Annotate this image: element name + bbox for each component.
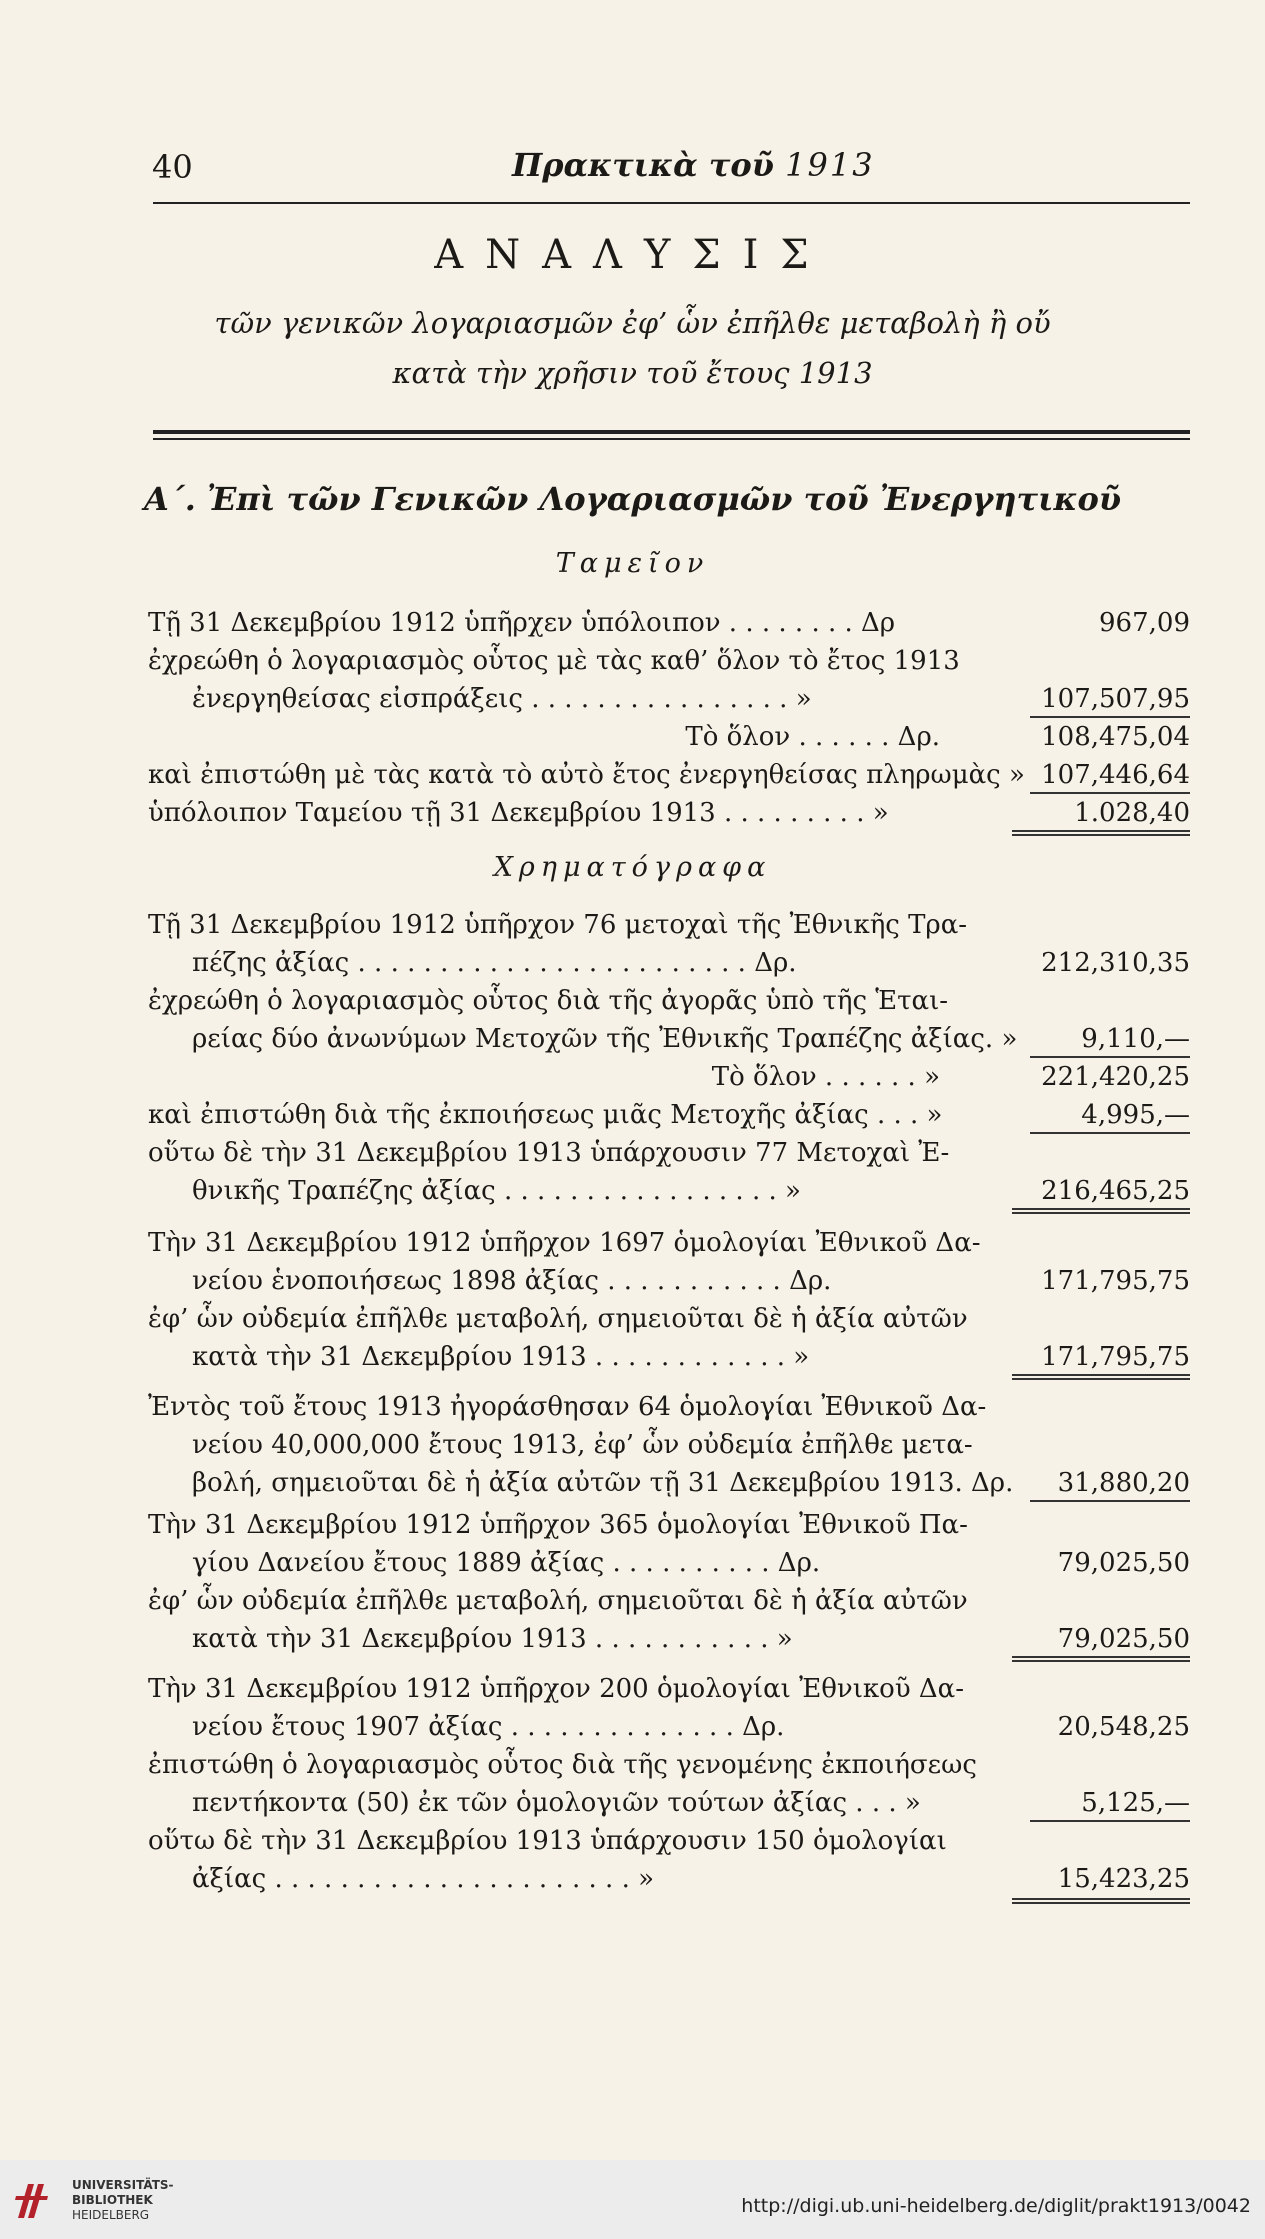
total-double-rule [1012,1374,1190,1380]
chremata-row [148,1058,1190,1096]
chremata-row [148,1670,1190,1708]
tameion-row [148,756,1190,794]
row-text: γίου Δανείου ἔτους 1889 ἀξίας . . . . . . . . . . Δρ. [192,1548,821,1578]
chremata-row [148,1464,1190,1502]
row-amount: 221,420,25 [1041,1062,1190,1092]
total-double-rule [1012,1656,1190,1662]
row-text: πέζης ἀξίας . . . . . . . . . . . . . . . . . . . . . . . . Δρ. [192,948,797,978]
row-amount: 107,507,95 [1041,684,1190,714]
row-amount: 1.028,40 [1074,798,1190,828]
library-line-1: UNIVERSITÄTS- [72,2178,174,2192]
row-text: ἐχρεώθη ὁ λογαριασμὸς οὗτος μὲ τὰς καθ’ ὅλον τὸ ἔτος 1913 [148,646,960,676]
chremata-row [148,1388,1190,1426]
chremata-row [148,1020,1190,1058]
row-text: Τὸ ὅλον . . . . . . Δρ. [685,722,940,752]
row-amount: 4,995,— [1081,1100,1190,1130]
running-title-text: Πρακτικὰ τοῦ [512,146,774,184]
library-line-3: HEIDELBERG [72,2208,150,2222]
row-amount: 31,880,20 [1057,1468,1190,1498]
row-text: ἐχρεώθη ὁ λογαριασμὸς οὗτος διὰ τῆς ἀγορᾶς ὑπὸ τῆς Ἑται- [148,986,949,1016]
chremata-row [148,1708,1190,1746]
row-amount: 967,09 [1099,608,1190,638]
row-text: νείου 40,000,000 ἔτους 1913, ἐφ’ ὧν οὐδεμία ἐπῆλθε μετα- [192,1430,973,1460]
section-heading: Α΄. Ἐπὶ τῶν Γενικῶν Λογαριασμῶν τοῦ Ἐνεργητικοῦ [143,480,1122,518]
chremata-row [148,982,1190,1020]
tameion-row [148,680,1190,718]
tameion-row [148,794,1190,832]
row-text: νείου ἑνοποιήσεως 1898 ἀξίας . . . . . . . . . . . Δρ. [192,1266,832,1296]
total-double-rule [1012,1898,1190,1904]
chremata-row [148,1582,1190,1620]
row-text: ἐφ’ ὧν οὐδεμία ἐπῆλθε μεταβολή, σημειοῦται δὲ ἡ ἀξία αὐτῶν [148,1586,968,1616]
chremata-row [148,1426,1190,1464]
row-text: Τῇ 31 Δεκεμβρίου 1912 ὑπῆρχον 76 μετοχαὶ τῆς Ἐθνικῆς Τρα- [148,910,968,940]
row-text: Ἐντὸς τοῦ ἔτους 1913 ἠγοράσθησαν 64 ὁμολογίαι Ἐθνικοῦ Δα- [148,1392,987,1422]
chremata-row [148,1746,1190,1784]
row-text: καὶ ἐπιστώθη μὲ τὰς κατὰ τὸ αὐτὸ ἔτος ἐνεργηθείσας πληρωμὰς » [148,760,1025,790]
row-text: Τὸ ὅλον . . . . . . » [711,1062,940,1092]
row-text: βολή, σημειοῦται δὲ ἡ ἀξία αὐτῶν τῇ 31 Δεκεμβρίου 1913. Δρ. [192,1468,1014,1498]
library-line-2: BIBLIOTHEK [72,2193,153,2207]
tameion-row [148,604,1190,642]
row-text: κατὰ τὴν 31 Δεκεμβρίου 1913 . . . . . . . . . . . . » [192,1342,810,1372]
chremata-row [148,1822,1190,1860]
chremata-row [148,1224,1190,1262]
row-amount: 216,465,25 [1041,1176,1190,1206]
chremata-row [148,906,1190,944]
row-amount: 107,446,64 [1041,760,1190,790]
row-amount: 79,025,50 [1057,1548,1190,1578]
row-text: ἐφ’ ὧν οὐδεμία ἐπῆλθε μεταβολή, σημειοῦται δὲ ἡ ἀξία αὐτῶν [148,1304,968,1334]
row-amount: 20,548,25 [1057,1712,1190,1742]
row-text: Τὴν 31 Δεκεμβρίου 1912 ὑπῆρχον 200 ὁμολογίαι Ἐθνικοῦ Δα- [148,1674,965,1704]
chremata-row [148,1544,1190,1582]
tameion-row [148,642,1190,680]
chremata-row [148,1096,1190,1134]
row-text: πεντήκοντα (50) ἐκ τῶν ὁμολογιῶν τούτων ἀξίας . . . » [192,1788,921,1818]
chremata-row [148,1506,1190,1544]
subtitle-line-1: τῶν γενικῶν λογαριασμῶν ἐφ’ ὧν ἐπῆλθε μεταβολὴ ἢ οὔ [214,306,1051,340]
row-text: ρείας δύο ἀνωνύμων Μετοχῶν τῆς Ἐθνικῆς Τραπέζης ἀξίας. » [192,1024,1018,1054]
row-text: οὕτω δὲ τὴν 31 Δεκεμβρίου 1913 ὑπάρχουσιν 77 Μετοχαὶ Ἐ- [148,1138,950,1168]
tameion-heading: Ταμεῖον [555,548,710,579]
row-amount: 79,025,50 [1057,1624,1190,1654]
row-text: θνικῆς Τραπέζης ἀξίας . . . . . . . . . . . . . . . . . » [192,1176,801,1206]
running-title [512,146,875,184]
page-number: 40 [152,148,193,186]
row-text: ὑπόλοιπον Ταμείου τῇ 31 Δεκεμβρίου 1913 . . . . . . . . . » [148,798,889,828]
chremata-row [148,1262,1190,1300]
chremata-row [148,1860,1190,1898]
tameion-row [148,718,1190,756]
row-text: κατὰ τὴν 31 Δεκεμβρίου 1913 . . . . . . . . . . . » [192,1624,793,1654]
chremata-row [148,1784,1190,1822]
chremata-row [148,1338,1190,1376]
chremata-row [148,1620,1190,1658]
library-logo-icon [14,2178,50,2224]
library-name [72,2178,174,2223]
row-text: καὶ ἐπιστώθη διὰ τῆς ἐκποιήσεως μιᾶς Μετοχῆς ἀξίας . . . » [148,1100,943,1130]
row-text: οὕτω δὲ τὴν 31 Δεκεμβρίου 1913 ὑπάρχουσιν 150 ὁμολογίαι [148,1826,947,1856]
row-amount: 9,110,— [1081,1024,1190,1054]
sum-rule [1030,1500,1190,1502]
total-double-rule [1012,1208,1190,1214]
section-double-rule [153,430,1190,440]
total-double-rule [1012,830,1190,836]
row-text: Τῇ 31 Δεκεμβρίου 1912 ὑπῆρχεν ὑπόλοιπον . . . . . . . . Δρ [148,608,896,638]
row-amount: 5,125,— [1081,1788,1190,1818]
row-text: ἐνεργηθείσας εἰσπράξεις . . . . . . . . . . . . . . . . » [192,684,812,714]
header-rule [153,202,1190,204]
chremata-row [148,1300,1190,1338]
row-amount: 212,310,35 [1041,948,1190,978]
row-text: ἐπιστώθη ὁ λογαριασμὸς οὗτος διὰ τῆς γενομένης ἐκποιήσεως [148,1750,977,1780]
row-text: νείου ἔτους 1907 ἀξίας . . . . . . . . . . . . . . Δρ. [192,1712,785,1742]
row-text: ἀξίας . . . . . . . . . . . . . . . . . . . . . . » [192,1864,655,1894]
main-title: ΑΝΑΛΥΣΙΣ [434,232,831,278]
chremata-heading: Χρηματόγραφα [493,852,772,883]
row-amount: 108,475,04 [1041,722,1190,752]
row-amount: 15,423,25 [1057,1864,1190,1894]
row-amount: 171,795,75 [1041,1342,1190,1372]
row-amount: 171,795,75 [1041,1266,1190,1296]
row-text: Τὴν 31 Δεκεμβρίου 1912 ὑπῆρχον 1697 ὁμολογίαι Ἐθνικοῦ Δα- [148,1228,981,1258]
chremata-row [148,944,1190,982]
row-text: Τὴν 31 Δεκεμβρίου 1912 ὑπῆρχον 365 ὁμολογίαι Ἐθνικοῦ Πα- [148,1510,968,1540]
chremata-row [148,1172,1190,1210]
running-title-year: 1913 [785,146,875,184]
subtitle-line-2: κατὰ τὴν χρῆσιν τοῦ ἔτους 1913 [392,356,873,390]
source-url-link[interactable]: http://digi.ub.uni-heidelberg.de/diglit/prakt1913/0042 [741,2195,1251,2217]
chremata-row [148,1134,1190,1172]
